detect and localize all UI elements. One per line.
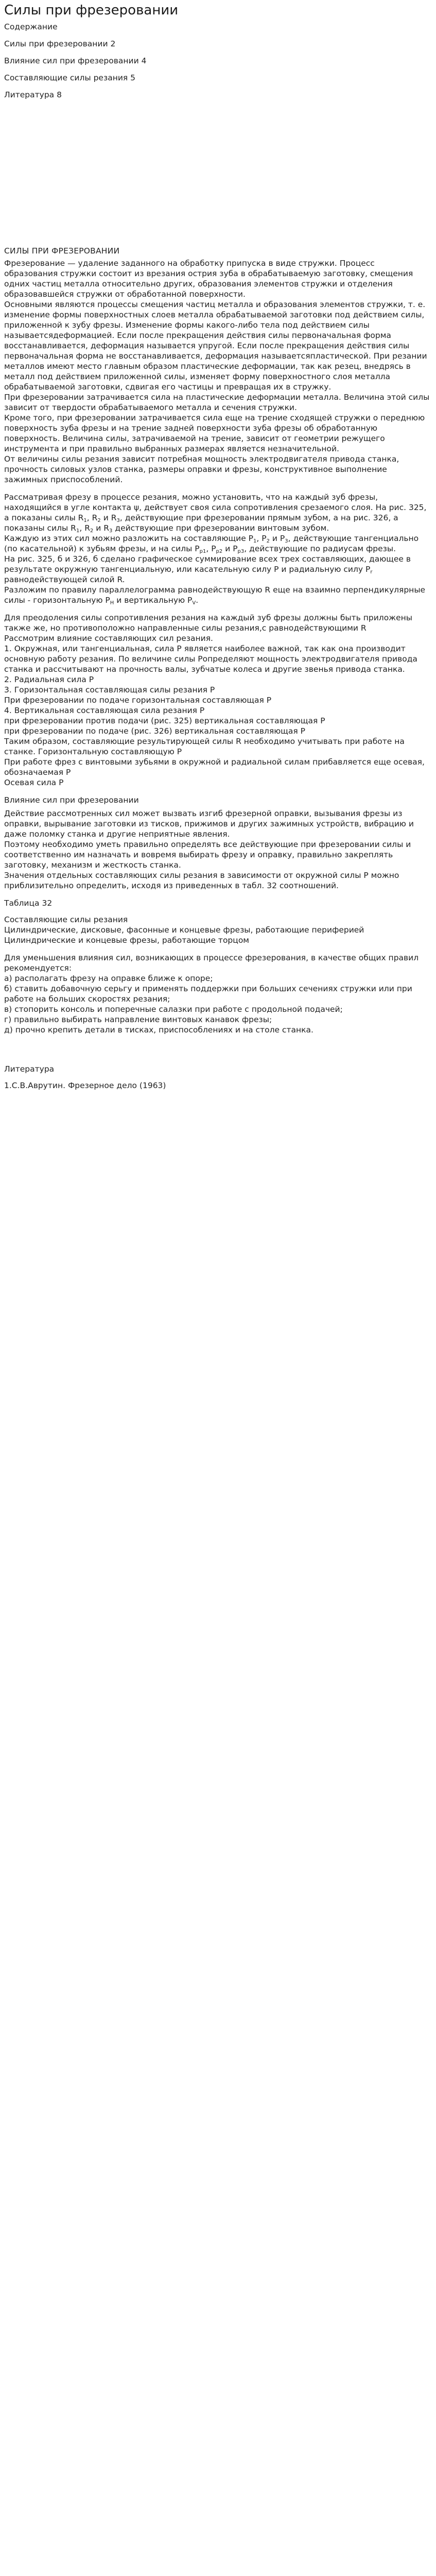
paragraph: Таким образом, составляющие результирующей силы R необходимо учитывать при работе на станке. Горизонтальную составляющую P: [4, 737, 405, 756]
toc-link-forces[interactable]: Силы при фрезеровании 2: [4, 39, 116, 48]
table-32: [4, 914, 430, 945]
paragraph-decompose: Каждую из этих сил можно разложить на составляющие $P_1$, $P_2$ и $P_3$, действующие тангенциально (по касательной) к зубьям фрезы, и на силы $P_{p1}$, $P_{p2}$ и $P_{p3}$, действующие по радиусам фрезы.: [4, 534, 419, 554]
table-of-contents: [4, 22, 430, 100]
paragraph-forces-r: Рассматривая фрезу в процессе резания, можно установить, что на каждый зуб фрезы, находящийся в угле контакта ψ, действует своя сила сопротивления срезаемого слоя. На рис. 325, а показаны силы $R_1$, $R_2$ и $R_3$, действующие при фрезеровании прямым зубом, а на рис. 326, а показаны силы $R_1$, $R_2$ и $R_3$ действующие при фрезеровании винтовым зубом.: [4, 493, 427, 534]
list-item: а) располагать фрезу на оправке ближе к опоре;: [4, 974, 213, 983]
section-title-forces: СИЛЫ ПРИ ФРЕЗЕРОВАНИИ: [4, 246, 120, 256]
section-influence-body: [4, 808, 430, 891]
section-title-influence: Влияние сил при фрезеровании: [4, 795, 139, 805]
blank-space: [4, 107, 430, 246]
list-item: в) стопорить консоль и поперечные салазки при работе с продольной подачей;: [4, 1005, 343, 1014]
paragraph: 4. Вертикальная составляющая сила резания P: [4, 706, 205, 715]
table-row: Цилиндрические, дисковые, фасонные и концевые фрезы, работающие периферией: [4, 925, 364, 935]
paragraph: Поэтому необходимо уметь правильно определять все действующие при фрезеровании силы и соответственно им назначать и вовремя выбирать фрезу и оправку, правильно закреплять заготовку, механизм и жесткость станка.: [4, 840, 411, 870]
literature-item: 1.С.В.Аврутин. Фрезерное дело (1963): [4, 1081, 166, 1090]
toc-heading: Содержание: [4, 22, 58, 31]
paragraph: Фрезерование — удаление заданного на обработку припуска в виде стружки. Процесс образования стружки состоит из врезания острия зуба в обрабатываемую заготовку, смещения одних частиц металла относительно других, образования элементов стружки и отделения образовавшейся стружки от обработанной поверхности.: [4, 259, 413, 299]
paragraph: 2. Радиальная сила P: [4, 675, 94, 684]
paragraph: От величины силы резания зависит потребная мощность электродвигателя привода станка, прочность силовых узлов станка, размеры оправки и фрезы, конструктивное выполнение зажимных приспособлений.: [4, 454, 399, 484]
list-item: д) прочно крепить детали в тисках, приспособлениях и на столе станка.: [4, 1025, 313, 1035]
paragraph: Рассмотрим влияние составляющих сил резания.: [4, 634, 213, 643]
section-components-body: [4, 613, 430, 788]
table-row: Цилиндрические и концевые фрезы, работающие торцом: [4, 936, 249, 945]
list-item: г) правильно выбирать направление винтовых канавок фрезы;: [4, 1015, 272, 1024]
paragraph: 3. Горизонтальная составляющая силы резания P: [4, 685, 215, 694]
toc-link-influence[interactable]: Влияние сил при фрезеровании 4: [4, 56, 147, 65]
paragraph: Действие рассмотренных сил может вызвать изгиб фрезерной оправки, вызывания фрезы из оправки, вырывание заготовки из тисков, прижимов и других зажимных устройств, вибрацию и даже поломку станка и другие неприятные явления.: [4, 809, 414, 839]
paragraph-parallelogram: Разложим по правилу параллелограмма равнодействующую R еще на взаимно перпендикулярные силы - горизонтальную $P_H$ и вертикальную $P_V$.: [4, 585, 426, 606]
toc-link-literature[interactable]: Литература 8: [4, 90, 62, 99]
document-title: Силы при фрезеровании: [4, 3, 179, 18]
paragraph-sum: На рис. 325, б и 326, б сделано графическое суммирование всех трех составляющих, дающее в результате окружную тангенциальную, или касательную силу P и радиальную силу $P_r$ равнодействующей силой R.: [4, 554, 411, 584]
document-page: [0, 0, 436, 1091]
paragraph: Кроме того, при фрезеровании затрачивается сила еще на трение сходящей стружки о переднюю поверхность зуба фрезы и на трение задней поверхности зуба фрезы об обработанную поверхность. Величина силы, затрачиваемой на трение, зависит от геометрии режущего инструмента и при правильно выбранных размерах является незначительной.: [4, 413, 425, 453]
paragraph: Осевая сила P: [4, 778, 64, 787]
section-forces-body: [4, 258, 430, 485]
table-row: Составляющие силы резания: [4, 915, 128, 924]
paragraph: Для уменьшения влияния сил, возникающих в процессе фрезерования, в качестве общих правил рекомендуется:: [4, 953, 419, 973]
paragraph: при фрезеровании против подачи (рис. 325) вертикальная составляющая P: [4, 716, 325, 725]
toc-item-literature[interactable]: [4, 90, 430, 100]
paragraph: При фрезеровании затрачивается сила на пластические деформации металла. Величина этой силы зависит от твердости обрабатываемого металла и сечения стружки.: [4, 393, 430, 412]
paragraph: 1. Окружная, или тангенциальная, сила P является наиболее важной, так как она производит основную работу резания. По величине силы Pопределяют мощность электродвигателя привода станка и рассчитывают на прочность валы, зубчатые колеса и другие звенья привода станка.: [4, 644, 417, 674]
section-recommendations: [4, 953, 430, 1035]
list-item: б) ставить добавочную серьгу и применять поддержки при больших сечениях стружки или при работе на больших скоростях резания;: [4, 984, 412, 1004]
paragraph: Значения отдельных составляющих силы резания в зависимости от окружной силы P можно приблизительно определить, исходя из приведенных в табл. 32 соотношений.: [4, 871, 399, 890]
table-title: Таблица 32: [4, 899, 53, 908]
paragraph: При фрезеровании по подаче горизонтальная составляющая P: [4, 696, 272, 705]
toc-item-influence[interactable]: [4, 56, 430, 66]
paragraph: Для преодоления силы сопротивления резания на каждый зуб фрезы должны быть приложены также же, но противоположно направленные силы резания,с равнодействующими R: [4, 613, 413, 633]
toc-item-forces[interactable]: [4, 39, 430, 49]
toc-item-components[interactable]: [4, 73, 430, 83]
paragraph: При работе фрез с винтовыми зубьями в окружной и радиальной силам прибавляется еще осевая, обозначаемая P: [4, 757, 425, 777]
section-components-intro: [4, 492, 430, 605]
paragraph: Основными являются процессы смещения частиц металла и образования элементов стружки, т. е. изменение формы поверхностных слоев металла обрабатываемой заготовки под действием силы, приложенной к зубу фрезы. Изменение формы какого-либо тела под действием силы называетсядеформацией. Если после прекращения действия силы первоначальная форма восстанавливается, деформация называется упругой. Если после прекращения действия силы первоначальная форма не восстанавливается, деформация называетсяпластической. При резании металлов имеют место главным образом пластические деформации, так как резец, внедрясь в металл под действием приложенной силы, изменяет форму поверхностного слоя металла обрабатываемой заготовки, сдвигая его частицы и превращая их в стружку.: [4, 300, 427, 392]
toc-link-components[interactable]: Составляющие силы резания 5: [4, 73, 136, 82]
paragraph: при фрезеровании по подаче (рис. 326) вертикальная составляющая P: [4, 726, 305, 736]
literature-title: Литература: [4, 1064, 55, 1074]
